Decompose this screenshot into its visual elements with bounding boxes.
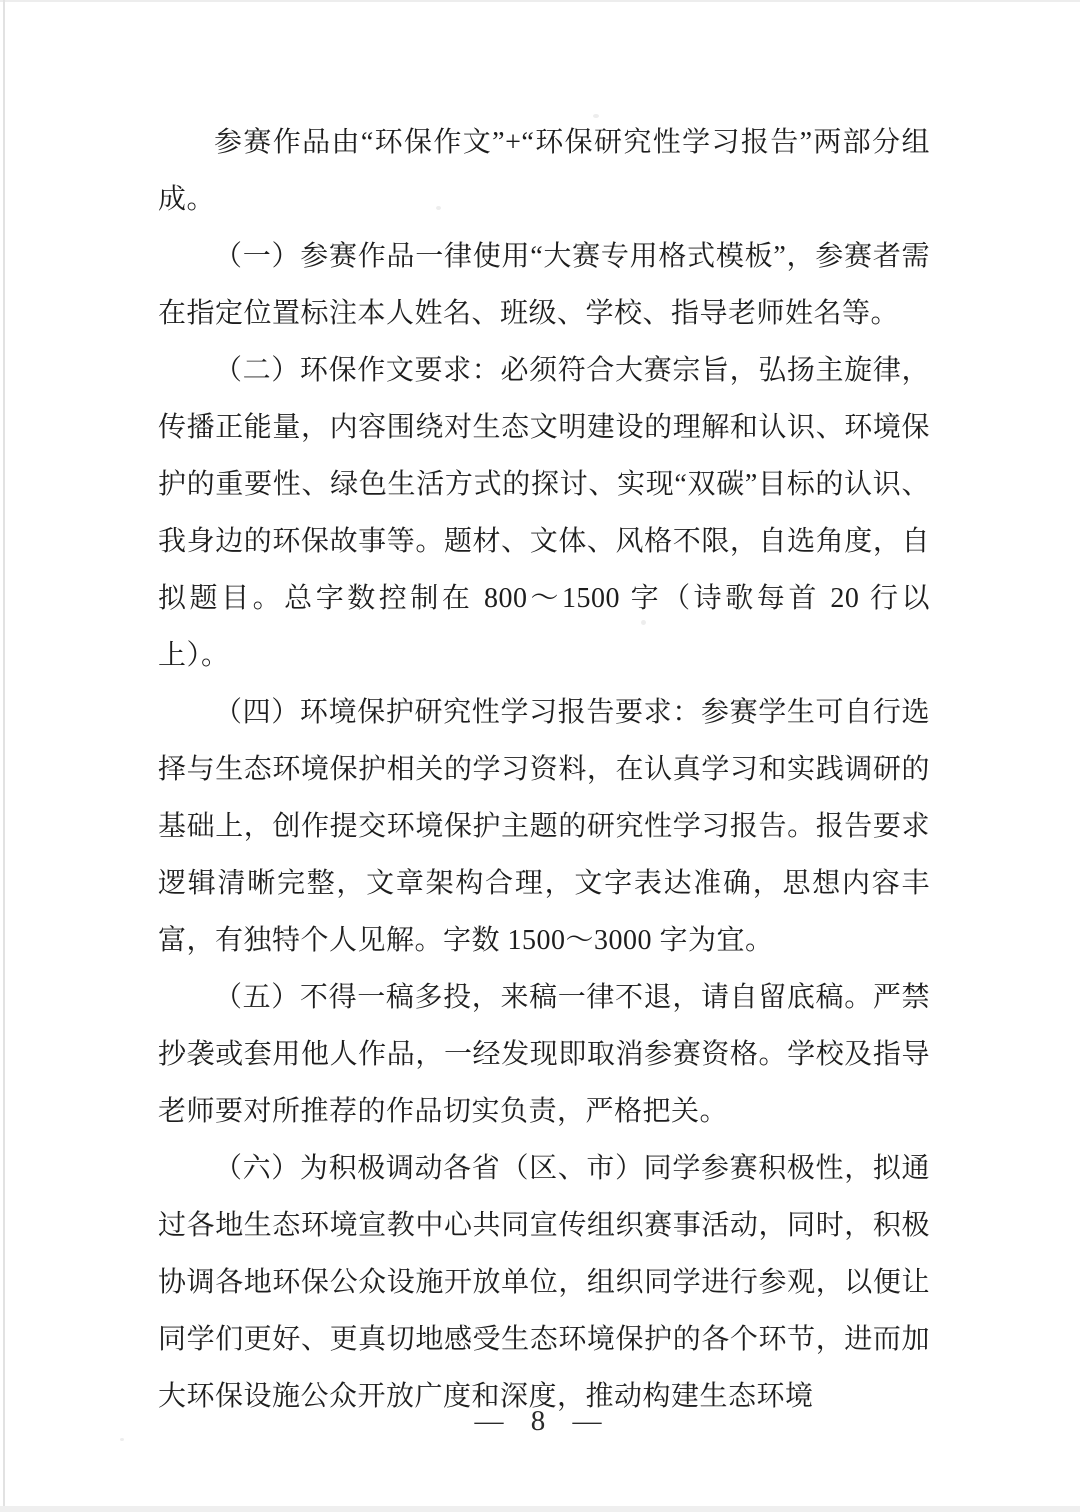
scan-speck [120,1438,124,1441]
page-footer [0,1405,1080,1438]
paragraph-item-6: （六）为积极调动各省（区、市）同学参赛积极性，拟通过各地生态环境宣教中心共同宣传组织赛事活动，同时，积极协调各地环保公众设施开放单位，组织同学进行参观，以便让同学们更好、更真切地感受生态环境保护的各个环节，进而加大环保设施公众开放广度和深度，推动构建生态环境 [158,1153,930,1412]
paragraph-item-4: （四）环境保护研究性学习报告要求：参赛学生可自行选择与生态环境保护相关的学习资料，在认真学习和实践调研的基础上，创作提交环境保护主题的研究性学习报告。报告要求逻辑清晰完整，文章架构合理，文字表达准确，思想内容丰富，有独特个人见解。字数 1500～3000 字为宜。 [158,697,930,956]
scan-edge-bottom [0,1506,1080,1512]
paragraph-item-2: （二）环保作文要求：必须符合大赛宗旨，弘扬主旋律，传播正能量，内容围绕对生态文明建设的理解和认识、环境保护的重要性、绿色生活方式的探讨、实现“双碳”目标的认识、我身边的环保故事等。题材、文体、风格不限，自选角度，自拟题目。总字数控制在 800～1500 字（诗歌每首 20 行以上）。 [158,355,930,671]
paragraph-item-1: （一）参赛作品一律使用“大赛专用格式模板”，参赛者需在指定位置标注本人姓名、班级、学校、指导老师姓名等。 [158,241,930,329]
document-body [158,114,930,1425]
scan-edge-left [3,0,5,1512]
page-number: — 8 — [474,1405,606,1437]
scan-edge-top [0,0,1080,2]
paragraph-intro: 参赛作品由“环保作文”+“环保研究性学习报告”两部分组成。 [158,127,930,215]
paragraph-item-5: （五）不得一稿多投，来稿一律不退，请自留底稿。严禁抄袭或套用他人作品，一经发现即取消参赛资格。学校及指导老师要对所推荐的作品切实负责，严格把关。 [158,982,930,1127]
